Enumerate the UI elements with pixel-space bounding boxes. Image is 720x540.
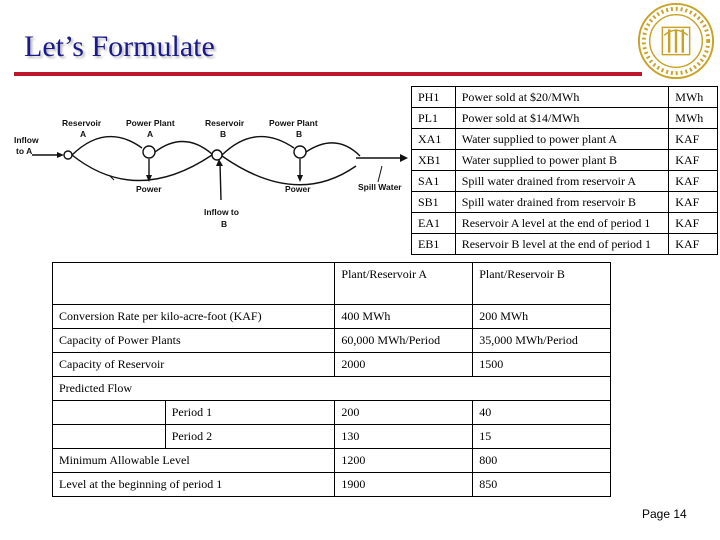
page-number: Page 14 bbox=[642, 507, 687, 521]
row-label-period-1: Period 1 bbox=[165, 401, 335, 425]
variable-unit-cell: KAF bbox=[669, 192, 718, 213]
variable-description-cell: Reservoir A level at the end of period 1 bbox=[455, 213, 669, 234]
row-label-minimum-level: Minimum Allowable Level bbox=[53, 449, 335, 473]
table-row bbox=[412, 234, 718, 255]
table-row bbox=[412, 129, 718, 150]
parameters-table bbox=[52, 262, 611, 497]
cell-reservoir-capacity-a: 2000 bbox=[335, 353, 473, 377]
variable-unit-cell: MWh bbox=[669, 108, 718, 129]
reservoir-b-label: Reservoir bbox=[205, 118, 245, 128]
table-row bbox=[53, 353, 611, 377]
row-label-conversion: Conversion Rate per kilo-acre-foot (KAF) bbox=[53, 305, 335, 329]
variable-description-cell: Spill water drained from reservoir A bbox=[455, 171, 669, 192]
table-row bbox=[53, 401, 611, 425]
table-row bbox=[412, 213, 718, 234]
table-row bbox=[412, 171, 718, 192]
cell-period-1-a: 200 bbox=[335, 401, 473, 425]
power-plant-b-label: Power Plant bbox=[269, 118, 318, 128]
variable-name-cell: EA1 bbox=[412, 213, 456, 234]
cell-reservoir-capacity-b: 1500 bbox=[473, 353, 611, 377]
variable-name-cell: XA1 bbox=[412, 129, 456, 150]
variable-unit-cell: MWh bbox=[669, 87, 718, 108]
table-row bbox=[53, 329, 611, 353]
header-plant-reservoir-a: Plant/Reservoir A bbox=[335, 263, 473, 305]
cell-plant-capacity-b: 35,000 MWh/Period bbox=[473, 329, 611, 353]
cell-beginning-level-a: 1900 bbox=[335, 473, 473, 497]
table-row bbox=[412, 108, 718, 129]
cell-period-1-b: 40 bbox=[473, 401, 611, 425]
variable-description-cell: Water supplied to power plant B bbox=[455, 150, 669, 171]
variable-name-cell: PH1 bbox=[412, 87, 456, 108]
row-label-reservoir-capacity: Capacity of Reservoir bbox=[53, 353, 335, 377]
power-plant-b-label-2: B bbox=[296, 129, 303, 139]
slide-title: Let’s Formulate bbox=[24, 30, 215, 63]
inflow-a-label: Inflow bbox=[14, 135, 39, 145]
variable-description-cell: Water supplied to power plant A bbox=[455, 129, 669, 150]
cell-minimum-level-a: 1200 bbox=[335, 449, 473, 473]
variable-unit-cell: KAF bbox=[669, 129, 718, 150]
power-b-label: Power bbox=[285, 184, 311, 194]
power-plant-a-label: Power Plant bbox=[126, 118, 175, 128]
row-label-predicted-flow: Predicted Flow bbox=[53, 377, 611, 401]
spill-water-label: Spill Water bbox=[358, 182, 402, 192]
variable-description-cell: Spill water drained from reservoir B bbox=[455, 192, 669, 213]
variable-name-cell: SB1 bbox=[412, 192, 456, 213]
inflow-b-label: Inflow to bbox=[204, 207, 239, 217]
inflow-a-label-2: to A bbox=[16, 146, 33, 156]
row-label-plant-capacity: Capacity of Power Plants bbox=[53, 329, 335, 353]
row-label-period-2: Period 2 bbox=[165, 425, 335, 449]
cell-beginning-level-b: 850 bbox=[473, 473, 611, 497]
table-row bbox=[53, 425, 611, 449]
table-row bbox=[412, 150, 718, 171]
variable-name-cell: PL1 bbox=[412, 108, 456, 129]
table-row bbox=[53, 305, 611, 329]
reservoir-a-label: Reservoir bbox=[62, 118, 102, 128]
title-underline bbox=[14, 72, 642, 76]
power-plant-a-label-2: A bbox=[147, 129, 154, 139]
cell-conversion-a: 400 MWh bbox=[335, 305, 473, 329]
variable-description-cell: Power sold at $14/MWh bbox=[455, 108, 669, 129]
cell-minimum-level-b: 800 bbox=[473, 449, 611, 473]
cell-conversion-b: 200 MWh bbox=[473, 305, 611, 329]
reservoir-a-label-2: A bbox=[80, 129, 87, 139]
reservoir-b-label-2: B bbox=[220, 129, 227, 139]
table-row bbox=[412, 192, 718, 213]
table-header-row bbox=[53, 263, 611, 305]
cell-period-2-b: 15 bbox=[473, 425, 611, 449]
table-row bbox=[53, 473, 611, 497]
row-label-beginning-level: Level at the beginning of period 1 bbox=[53, 473, 335, 497]
power-a-label: Power bbox=[136, 184, 162, 194]
inflow-b-label-2: B bbox=[221, 219, 228, 229]
decision-variables-table bbox=[411, 86, 718, 255]
university-seal-logo bbox=[637, 2, 715, 80]
variable-description-cell: Reservoir B level at the end of period 1 bbox=[455, 234, 669, 255]
variable-unit-cell: KAF bbox=[669, 171, 718, 192]
cell-period-2-a: 130 bbox=[335, 425, 473, 449]
variable-name-cell: EB1 bbox=[412, 234, 456, 255]
reservoir-system-diagram bbox=[6, 108, 414, 238]
table-row bbox=[412, 87, 718, 108]
table-row bbox=[53, 377, 611, 401]
header-plant-reservoir-b: Plant/Reservoir B bbox=[473, 263, 611, 305]
variable-name-cell: XB1 bbox=[412, 150, 456, 171]
variable-unit-cell: KAF bbox=[669, 213, 718, 234]
variable-unit-cell: KAF bbox=[669, 150, 718, 171]
variable-name-cell: SA1 bbox=[412, 171, 456, 192]
variable-description-cell: Power sold at $20/MWh bbox=[455, 87, 669, 108]
variable-unit-cell: KAF bbox=[669, 234, 718, 255]
table-row bbox=[53, 449, 611, 473]
cell-plant-capacity-a: 60,000 MWh/Period bbox=[335, 329, 473, 353]
